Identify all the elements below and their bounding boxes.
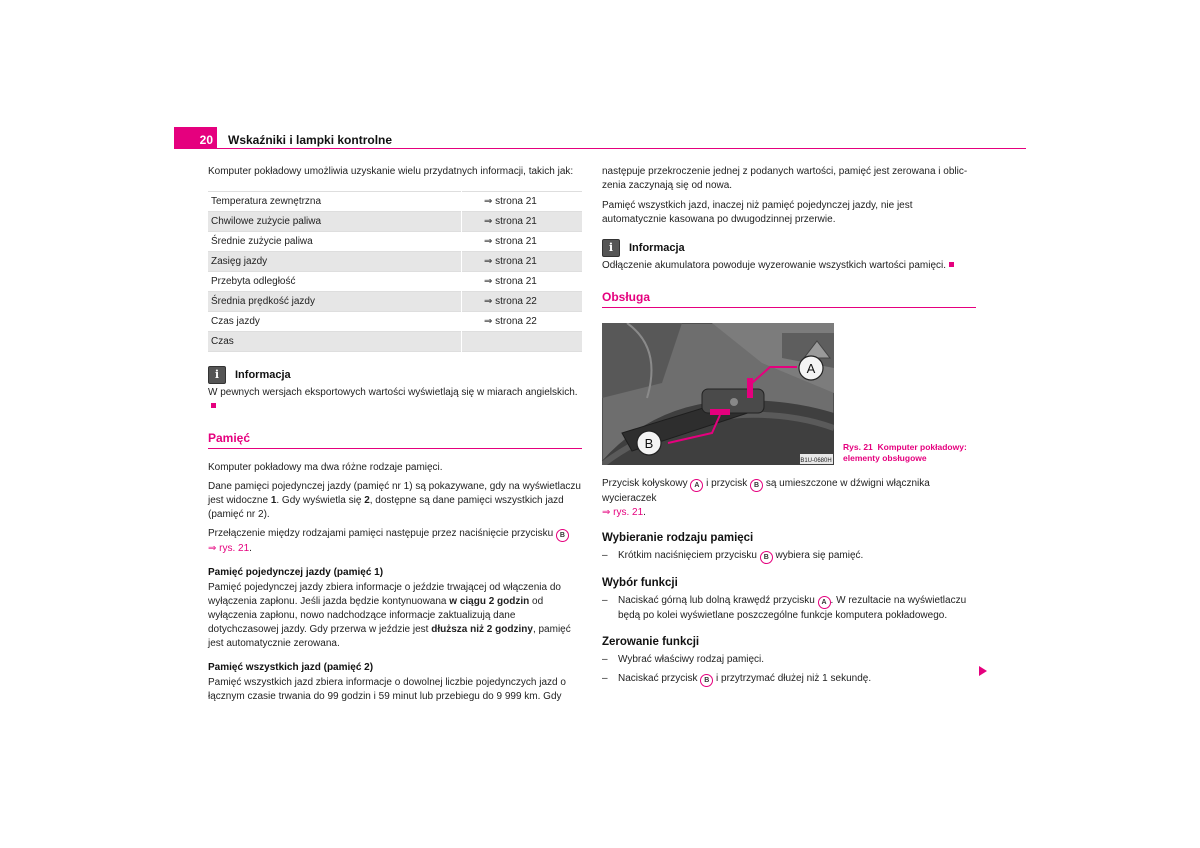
page-reference-cell: ⇒ strona 22: [462, 292, 583, 312]
table-row: [208, 192, 582, 212]
page-reference-cell: ⇒ strona 21: [462, 252, 583, 272]
text-run-bold: 2: [364, 495, 370, 506]
table-row: [208, 332, 582, 352]
text-run: są umieszczone w dźwigni włącznika wycieraczek: [602, 478, 930, 504]
text-run: Wybrać właściwy rodzaj pamięci.: [618, 654, 765, 665]
chapter-title: Wskaźniki i lampki kontrolne: [228, 133, 393, 147]
step-reset-1: [602, 653, 976, 667]
subheading-single-trip: Pamięć pojedynczej jazdy (pamięć 1): [208, 567, 384, 578]
functions-table: [208, 191, 582, 352]
figure-block: [602, 323, 976, 468]
text-run: Dane pamięci pojedynczej jazdy (pamięć nr 1) są pokazywane, gdy na wyświetlaczu jest widoczne: [208, 481, 581, 506]
section-rule: [208, 448, 582, 449]
text-run: od wyłączenia zapłonu, nowo nadchodzące informacje zaktualizują dane dotychczasowej jazdy. Gdy przerwa w jeździe jest: [208, 596, 544, 635]
section-rule: [602, 307, 976, 308]
table-row: [208, 212, 582, 232]
right-column: [602, 165, 976, 687]
info-title-right: Informacja: [629, 242, 685, 254]
text-run: wybiera się pamięć.: [775, 550, 864, 561]
table-row: [208, 272, 582, 292]
info-text-content: Odłączenie akumulatora powoduje wyzerowanie wszystkich wartości pamięci.: [602, 260, 947, 271]
button-b-symbol: B: [700, 674, 713, 687]
text-run: .: [643, 507, 646, 518]
table-row: [208, 252, 582, 272]
function-name-cell: Czas jazdy: [211, 316, 260, 327]
page-reference-cell: ⇒ strona 21: [462, 232, 583, 252]
table-row: [208, 232, 582, 252]
text-run: i przycisk: [706, 478, 748, 489]
end-square-icon: [211, 403, 216, 408]
info-heading-right: [602, 239, 976, 257]
text-run: i przytrzymać dłużej niż 1 sekundę.: [716, 673, 872, 684]
text-run: Przełączenie między rodzajami pamięci następuje przez naciśnięcie przycisku: [208, 528, 554, 539]
subheading-all-trips: Pamięć wszystkich jazd (pamięć 2): [208, 662, 374, 673]
heading-select-function: Wybór funkcji: [602, 577, 678, 589]
info-icon: i: [208, 366, 226, 384]
function-name-cell: Czas: [208, 332, 462, 352]
page-reference-cell: ⇒ strona 21: [462, 212, 583, 232]
header-rule: [174, 148, 1026, 149]
continued-paragraph: następuje przekroczenie jednej z podanych wartości, pamięć jest zerowana i obliczenia zaczynają się od nowa.: [602, 166, 968, 191]
dash-marker: –: [602, 550, 608, 561]
info-text-content: W pewnych wersjach eksportowych wartości wyświetlają się w miarach angielskich.: [208, 387, 578, 398]
figure-label-a: A: [806, 361, 816, 376]
button-a-symbol: A: [690, 479, 703, 492]
function-name-cell: Przebyta odległość: [211, 276, 296, 287]
text-run-bold: 1: [270, 495, 277, 506]
text-run-bold: dłuższa niż 2 godziny: [431, 624, 533, 635]
figure-caption: [843, 442, 983, 464]
left-column: [208, 165, 582, 704]
section-title-memory: Pamięć: [208, 431, 251, 445]
text-run: . W rezultacie na wyświetlaczu będą po kolei wyświetlane poszczególne funkcje komputera pokładowego.: [618, 595, 967, 621]
table-row: [208, 292, 582, 312]
caption-number: Rys. 21: [843, 442, 873, 452]
memory-paragraph-1: Komputer pokładowy ma dwa różne rodzaje pamięci.: [208, 462, 443, 473]
table-row: [208, 312, 582, 332]
text-run: , dostępne są dane pamięci wszystkich jazd (pamięć nr 2).: [208, 495, 564, 520]
next-page-arrow-icon[interactable]: [979, 666, 987, 676]
page-reference-cell: ⇒ strona 21: [462, 272, 583, 292]
figure-code: B1U-0680H: [800, 458, 832, 464]
function-name-cell: Chwilowe zużycie paliwa: [208, 212, 462, 232]
info-icon: i: [602, 239, 620, 257]
figure-reference-link[interactable]: ⇒ rys. 21: [602, 507, 644, 518]
operation-paragraph: [602, 477, 976, 520]
text-run: Krótkim naciśnięciem przycisku: [618, 550, 757, 561]
function-name-cell: Temperatura zewnętrzna: [211, 196, 322, 207]
text-run: .: [249, 543, 252, 554]
intro-text: Komputer pokładowy umożliwia uzyskanie wielu przydatnych informacji, takich jak:: [208, 166, 574, 177]
text-run: Pamięć pojedynczej jazdy zbiera informacje o jeździe trwającej od włączenia do wyłączenia zapłonu. Jeśli jazda będzie kontynuowana: [208, 582, 561, 607]
end-square-icon: [949, 262, 954, 267]
info-heading: [208, 366, 582, 384]
function-name-cell: Zasięg jazdy: [208, 252, 462, 272]
text-run: , pamięć jest automatycznie zerowana.: [208, 624, 571, 649]
info-text: [208, 386, 582, 414]
section-title-operation: Obsługa: [602, 290, 651, 304]
text-run-bold: w ciągu 2 godzin: [449, 596, 530, 607]
wiper-lever-figure: [602, 323, 834, 465]
page-reference-cell: ⇒ strona 21: [462, 192, 583, 212]
page-reference-cell: [462, 332, 583, 352]
step-select-memory: [602, 549, 976, 564]
text-run: Naciskać górną lub dolną krawędź przycisku: [618, 595, 815, 606]
memory-paragraph-3: [208, 527, 582, 556]
page-number: 20: [174, 127, 217, 149]
step-reset-2: [602, 672, 976, 687]
single-trip-paragraph: [208, 581, 582, 651]
text-run: . Gdy wyświetla się: [276, 495, 365, 506]
button-b-symbol: B: [556, 529, 569, 542]
memory-paragraph-2: [208, 480, 582, 522]
heading-reset-function: Zerowanie funkcji: [602, 636, 700, 648]
button-b-symbol: B: [760, 551, 773, 564]
text-run: Naciskać przycisk: [618, 673, 698, 684]
all-trips-paragraph: Pamięć wszystkich jazd zbiera informacje o dowolnej liczbie pojedynczych jazd o łącznym czasie trwania do 99 godzin i 59 minut lub przebiegu do 9 999 km. Gdy: [208, 677, 566, 702]
figure-reference-link[interactable]: ⇒ rys. 21: [208, 543, 250, 554]
dash-marker: –: [602, 595, 608, 606]
dash-marker: –: [602, 654, 608, 665]
heading-select-memory: Wybieranie rodzaju pamięci: [602, 532, 754, 544]
figure-label-b: B: [644, 436, 654, 451]
info-text-right: [602, 259, 976, 273]
button-a-symbol: A: [818, 596, 831, 609]
caption-text: Komputer pokładowy: elementy obsługowe: [843, 442, 967, 463]
page-reference-cell: ⇒ strona 22: [462, 312, 583, 332]
function-name-cell: Średnia prędkość jazdy: [208, 292, 462, 312]
dash-marker: –: [602, 673, 608, 684]
step-select-function: [602, 594, 976, 623]
all-trips-reset-paragraph: Pamięć wszystkich jazd, inaczej niż pamięć pojedynczej jazdy, nie jest automatycznie kasowana po dwugodzinnej przerwie.: [602, 200, 913, 225]
function-name-cell: Średnie zużycie paliwa: [211, 236, 313, 247]
text-run: Przycisk kołyskowy: [602, 478, 688, 489]
button-b-symbol: B: [750, 479, 763, 492]
info-title: Informacja: [235, 369, 291, 381]
